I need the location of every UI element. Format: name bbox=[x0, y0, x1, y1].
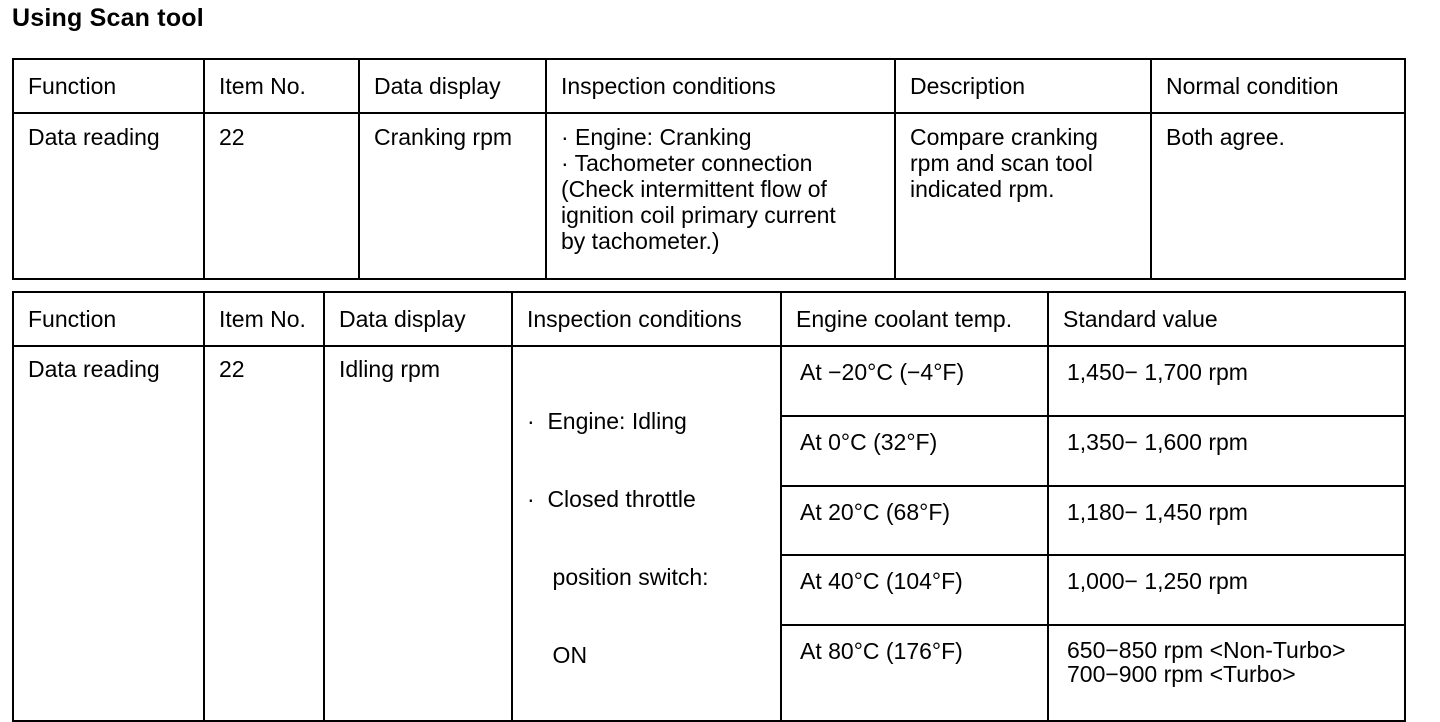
coolant-temp-cell: At 0°C (32°F) bbox=[781, 416, 1048, 486]
standard-value-line: 700−900 rpm <Turbo> bbox=[1067, 661, 1296, 688]
description-line: Compare cranking bbox=[910, 124, 1098, 150]
header-inspection-conditions: Inspection conditions bbox=[546, 59, 895, 113]
data-display-cell: Cranking rpm bbox=[359, 113, 546, 279]
condition-line: · Engine: Cranking bbox=[561, 124, 752, 150]
condition-line: (Check intermittent flow of bbox=[561, 176, 827, 202]
inspection-conditions-cell bbox=[546, 113, 895, 279]
condition-line: by tachometer.) bbox=[561, 228, 720, 254]
function-cell: Data reading bbox=[13, 346, 204, 721]
header-function: Function bbox=[13, 292, 204, 346]
header-engine-coolant-temp: Engine coolant temp. bbox=[781, 292, 1048, 346]
normal-condition-cell: Both agree. bbox=[1151, 113, 1405, 279]
description-line: indicated rpm. bbox=[910, 176, 1055, 202]
scan-tool-idling-table bbox=[12, 291, 1406, 722]
item-no-cell: 22 bbox=[204, 113, 359, 279]
standard-value-cell: 1,180− 1,450 rpm bbox=[1048, 486, 1405, 556]
standard-value-cell bbox=[1048, 625, 1405, 721]
header-data-display: Data display bbox=[324, 292, 512, 346]
inspection-conditions-cell bbox=[512, 346, 781, 721]
page-title: Using Scan tool bbox=[12, 4, 204, 32]
description-line: rpm and scan tool bbox=[910, 150, 1093, 176]
condition-line: · Closed throttle bbox=[527, 486, 696, 512]
function-cell: Data reading bbox=[13, 113, 204, 279]
data-display-cell: Idling rpm bbox=[324, 346, 512, 721]
condition-line: ON bbox=[527, 642, 588, 668]
header-function: Function bbox=[13, 59, 204, 113]
header-normal-condition: Normal condition bbox=[1151, 59, 1405, 113]
header-item-no: Item No. bbox=[204, 59, 359, 113]
standard-value-cell: 1,000− 1,250 rpm bbox=[1048, 555, 1405, 625]
standard-value-line: 650−850 rpm <Non-Turbo> bbox=[1067, 637, 1346, 664]
header-description: Description bbox=[895, 59, 1151, 113]
header-inspection-conditions: Inspection conditions bbox=[512, 292, 781, 346]
coolant-temp-cell: At 40°C (104°F) bbox=[781, 555, 1048, 625]
table-row bbox=[13, 113, 1405, 279]
coolant-temp-cell: At 80°C (176°F) bbox=[781, 625, 1048, 721]
standard-value-cell: 1,350− 1,600 rpm bbox=[1048, 416, 1405, 486]
table-header-row bbox=[13, 59, 1405, 113]
table-row bbox=[13, 346, 1405, 416]
description-cell bbox=[895, 113, 1151, 279]
coolant-temp-cell: At −20°C (−4°F) bbox=[781, 346, 1048, 416]
header-standard-value: Standard value bbox=[1048, 292, 1405, 346]
condition-line: · Engine: Idling bbox=[527, 408, 687, 434]
condition-line: position switch: bbox=[527, 564, 709, 590]
standard-value-cell: 1,450− 1,700 rpm bbox=[1048, 346, 1405, 416]
header-item-no: Item No. bbox=[204, 292, 324, 346]
header-data-display: Data display bbox=[359, 59, 546, 113]
scan-tool-cranking-table bbox=[12, 58, 1406, 280]
coolant-temp-cell: At 20°C (68°F) bbox=[781, 486, 1048, 556]
condition-line: · Tachometer connection bbox=[561, 150, 813, 176]
item-no-cell: 22 bbox=[204, 346, 324, 721]
condition-line: ignition coil primary current bbox=[561, 202, 836, 228]
table-header-row bbox=[13, 292, 1405, 346]
